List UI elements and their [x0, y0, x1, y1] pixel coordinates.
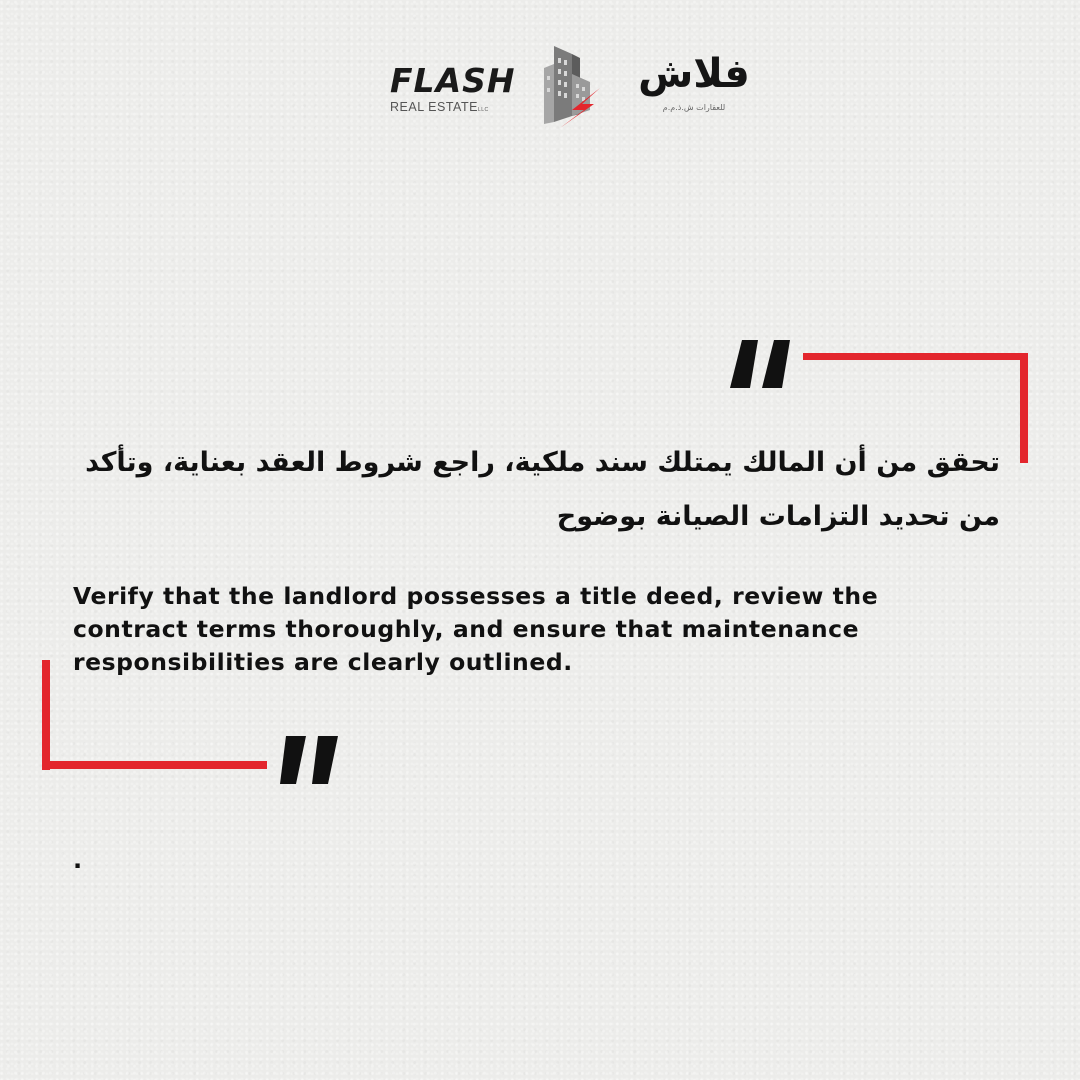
open-quote-icon: [728, 340, 792, 388]
top-right-frame-horizontal-line: [803, 353, 1028, 360]
logo-english-tagline: [390, 101, 489, 114]
logo-arabic-tagline: للعقارات ش.ذ.م.م: [662, 103, 726, 112]
close-quote-icon: [278, 736, 342, 784]
logo-english-wordmark: FLASH: [390, 61, 516, 100]
brand-logo: [388, 44, 772, 128]
arabic-quote-text: تحقق من أن المالك يمتلك سند ملكية، راجع شروط العقد بعناية، وتأكد من تحديد التزامات الصيانة بوضوح: [85, 447, 1000, 532]
trailing-period: .: [73, 846, 83, 874]
logo-arabic-wordmark: فلاش: [638, 51, 750, 97]
bottom-left-frame-vertical-line: [42, 660, 50, 770]
top-right-frame-vertical-line: [1020, 353, 1028, 463]
logo-llc-suffix: LLC: [477, 107, 489, 113]
english-quote-text: Verify that the landlord possesses a title deed, review the contract terms thoroughly, and ensure that maintenance responsibilities are clearly outlined.: [73, 582, 879, 676]
buildings-lightning-icon: [538, 44, 604, 128]
bottom-left-frame-horizontal-line: [42, 761, 267, 769]
logo-english-tagline-text: REAL ESTATE: [390, 100, 478, 114]
